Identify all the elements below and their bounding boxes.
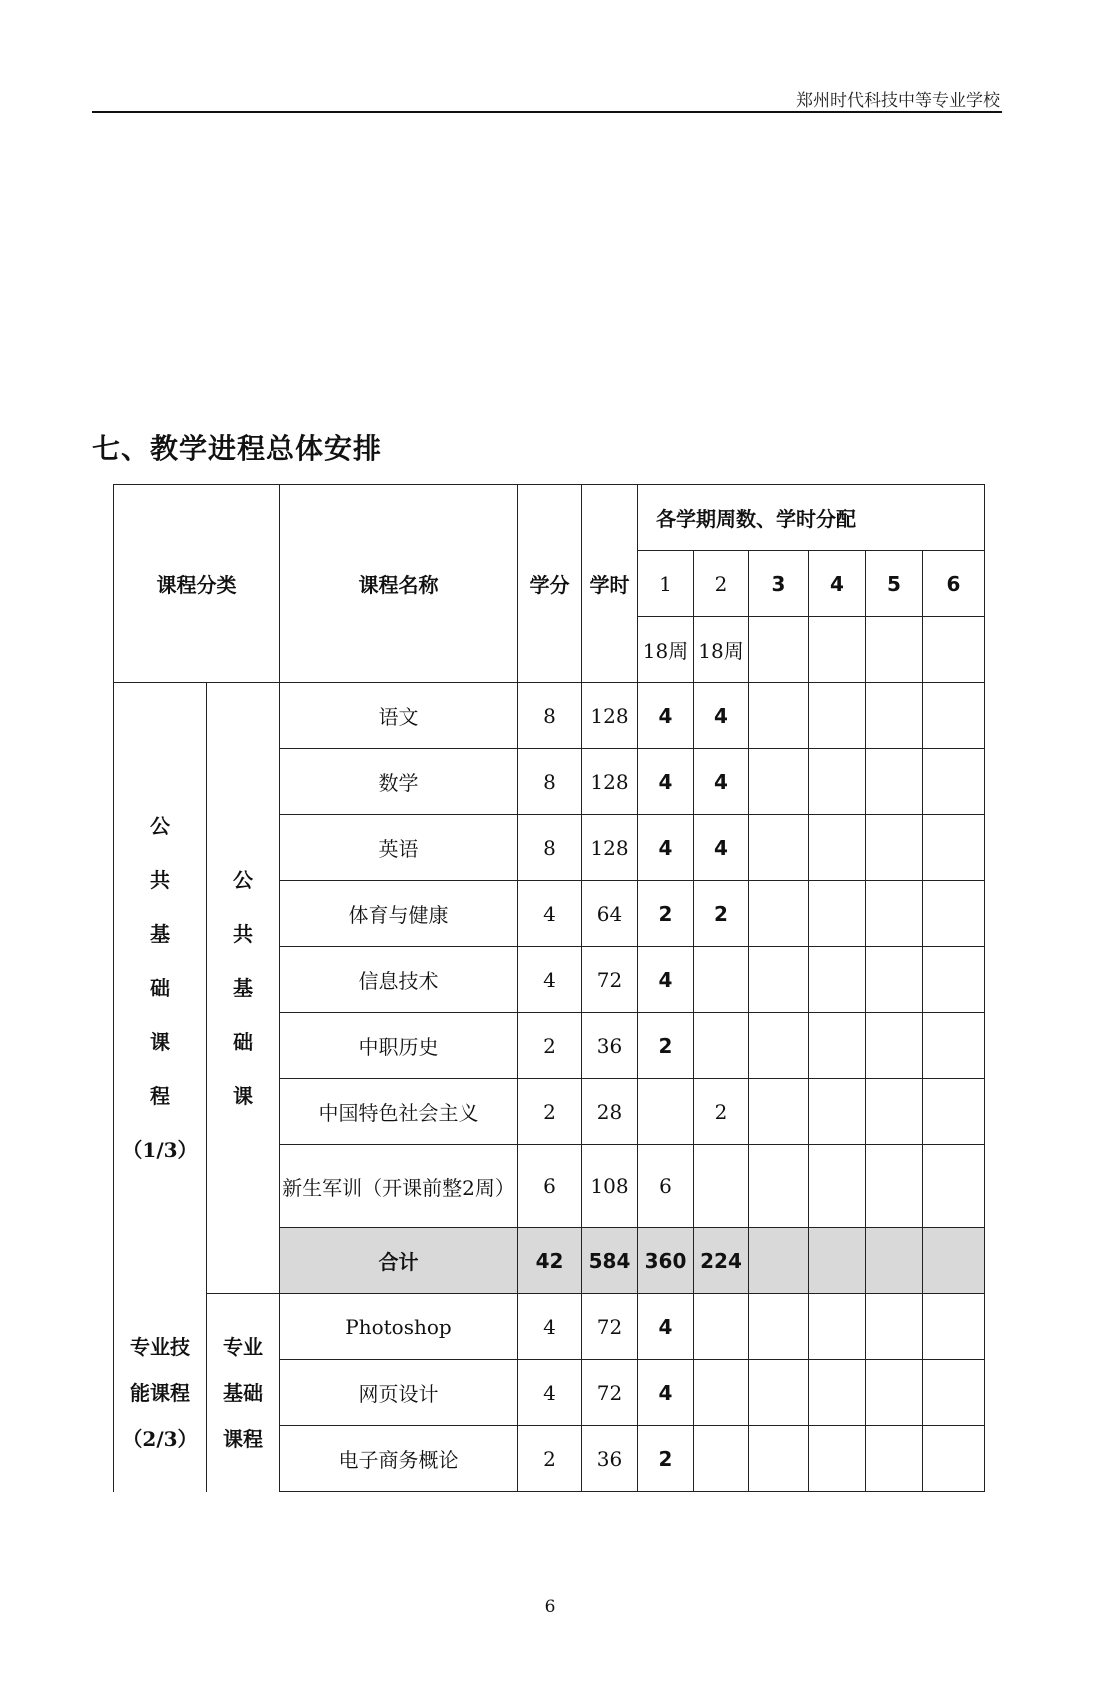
semester-2-hours: 4 xyxy=(694,815,749,881)
semester-4-hours xyxy=(809,947,866,1013)
course-name: 网页设计 xyxy=(280,1360,518,1426)
semester-5-hours xyxy=(866,1228,923,1294)
course-hours: 128 xyxy=(582,749,638,815)
semester-6-hours xyxy=(923,1145,985,1228)
semester-5-hours xyxy=(866,749,923,815)
course-credit: 8 xyxy=(518,815,582,881)
semester-4-hours xyxy=(809,1079,866,1145)
semester-4-hours xyxy=(809,749,866,815)
semester-1-hours: 4 xyxy=(638,1360,694,1426)
subcategory-line: 课程 xyxy=(223,1426,263,1451)
category-char: （1/3） xyxy=(122,1138,198,1163)
course-name: 语文 xyxy=(280,683,518,749)
semester-3-hours xyxy=(749,947,809,1013)
course-credit: 4 xyxy=(518,881,582,947)
semester-3-hours xyxy=(749,815,809,881)
semester-3-hours xyxy=(749,1426,809,1492)
semester-6-hours xyxy=(923,749,985,815)
category-char: 础 xyxy=(150,976,170,1001)
semester-1-hours: 2 xyxy=(638,881,694,947)
subcategory-char: 课 xyxy=(233,1084,253,1108)
subcategory-char: 公 xyxy=(233,868,253,892)
semester-6-hours xyxy=(923,1228,985,1294)
semester-3-hours xyxy=(749,1013,809,1079)
course-credit: 4 xyxy=(518,1294,582,1360)
semester-1-hours: 2 xyxy=(638,1013,694,1079)
semester-4-hours xyxy=(809,683,866,749)
semester-1-hours: 2 xyxy=(638,1426,694,1492)
semester-4-hours xyxy=(809,1013,866,1079)
subcategory-professional-basic xyxy=(207,1294,280,1492)
semester-2-hours xyxy=(694,1145,749,1228)
semester-1-hours: 4 xyxy=(638,749,694,815)
course-credit: 4 xyxy=(518,1360,582,1426)
subcategory-char: 础 xyxy=(233,1030,253,1054)
semester-1-hours: 6 xyxy=(638,1145,694,1228)
semester-1: 1 xyxy=(638,551,694,617)
course-credit: 42 xyxy=(518,1228,582,1294)
header-credit: 学分 xyxy=(518,485,582,683)
category-public-basic xyxy=(114,683,207,1294)
semester-6-hours xyxy=(923,881,985,947)
semester-1-hours: 360 xyxy=(638,1228,694,1294)
course-name: 英语 xyxy=(280,815,518,881)
category-line: 能课程 xyxy=(130,1380,190,1405)
semester-3-hours xyxy=(749,1360,809,1426)
course-name: 中职历史 xyxy=(280,1013,518,1079)
semester-1-hours: 4 xyxy=(638,815,694,881)
header-course-category: 课程分类 xyxy=(114,485,280,683)
category-char: 程 xyxy=(150,1084,170,1109)
semester-6-hours xyxy=(923,947,985,1013)
subcategory-char: 基 xyxy=(233,976,253,1000)
semester-weeks xyxy=(809,617,866,683)
subcategory-line: 基础 xyxy=(223,1380,263,1405)
semester-3-hours xyxy=(749,749,809,815)
semester-6: 6 xyxy=(923,551,985,617)
category-char: 公 xyxy=(150,814,170,839)
teaching-plan-table xyxy=(113,484,985,1492)
course-credit: 2 xyxy=(518,1426,582,1492)
course-hours: 72 xyxy=(582,947,638,1013)
semester-2-hours xyxy=(694,1426,749,1492)
semester-4-hours xyxy=(809,815,866,881)
semester-4-hours xyxy=(809,1426,866,1492)
category-char: 课 xyxy=(150,1030,170,1055)
semester-4-hours xyxy=(809,881,866,947)
semester-1-hours: 4 xyxy=(638,683,694,749)
semester-weeks: 18周 xyxy=(694,617,749,683)
semester-2-hours: 2 xyxy=(694,881,749,947)
section-title: 七、教学进程总体安排 xyxy=(92,432,383,465)
semester-5-hours xyxy=(866,683,923,749)
category-char: 共 xyxy=(150,868,170,893)
semester-6-hours xyxy=(923,1426,985,1492)
semester-2-hours: 224 xyxy=(694,1228,749,1294)
semester-4-hours xyxy=(809,1228,866,1294)
semester-3-hours xyxy=(749,1145,809,1228)
page-number: 6 xyxy=(544,1597,556,1617)
course-name: 合计 xyxy=(280,1228,518,1294)
semester-2-hours: 4 xyxy=(694,749,749,815)
semester-2-hours: 4 xyxy=(694,683,749,749)
semester-2-hours: 2 xyxy=(694,1079,749,1145)
category-char: 基 xyxy=(150,922,170,947)
semester-5-hours xyxy=(866,815,923,881)
course-hours: 36 xyxy=(582,1013,638,1079)
semester-3-hours xyxy=(749,1294,809,1360)
semester-weeks xyxy=(923,617,985,683)
course-credit: 8 xyxy=(518,749,582,815)
semester-6-hours xyxy=(923,683,985,749)
course-credit: 2 xyxy=(518,1079,582,1145)
semester-2-hours xyxy=(694,947,749,1013)
semester-weeks xyxy=(749,617,809,683)
semester-3-hours xyxy=(749,881,809,947)
header-course-name: 课程名称 xyxy=(280,485,518,683)
course-name: 新生军训（开课前整2周） xyxy=(280,1145,518,1228)
course-credit: 2 xyxy=(518,1013,582,1079)
semester-2: 2 xyxy=(694,551,749,617)
course-hours: 36 xyxy=(582,1426,638,1492)
semester-2-hours xyxy=(694,1360,749,1426)
course-name: 数学 xyxy=(280,749,518,815)
subcategory-char: 共 xyxy=(233,922,253,946)
semester-4: 4 xyxy=(809,551,866,617)
course-hours: 72 xyxy=(582,1360,638,1426)
semester-6-hours xyxy=(923,1360,985,1426)
course-hours: 72 xyxy=(582,1294,638,1360)
semester-4-hours xyxy=(809,1145,866,1228)
course-name: 电子商务概论 xyxy=(280,1426,518,1492)
semester-3: 3 xyxy=(749,551,809,617)
semester-4-hours xyxy=(809,1294,866,1360)
course-name: 中国特色社会主义 xyxy=(280,1079,518,1145)
category-line: 专业技 xyxy=(130,1334,190,1359)
semester-5-hours xyxy=(866,1079,923,1145)
semester-2-hours xyxy=(694,1013,749,1079)
course-hours: 128 xyxy=(582,683,638,749)
course-credit: 4 xyxy=(518,947,582,1013)
semester-5-hours xyxy=(866,947,923,1013)
course-name: Photoshop xyxy=(280,1294,518,1360)
semester-1-hours xyxy=(638,1079,694,1145)
semester-5-hours xyxy=(866,1013,923,1079)
subcategory-line: 专业 xyxy=(223,1334,263,1359)
semester-weeks: 18周 xyxy=(638,617,694,683)
semester-1-hours: 4 xyxy=(638,947,694,1013)
header-school-name: 郑州时代科技中等专业学校 xyxy=(796,91,1000,111)
semester-3-hours xyxy=(749,1079,809,1145)
course-name: 体育与健康 xyxy=(280,881,518,947)
semester-weeks xyxy=(866,617,923,683)
header-hours: 学时 xyxy=(582,485,638,683)
course-row xyxy=(114,1294,985,1360)
course-hours: 28 xyxy=(582,1079,638,1145)
semester-5-hours xyxy=(866,1294,923,1360)
semester-5: 5 xyxy=(866,551,923,617)
course-row xyxy=(114,683,985,749)
semester-6-hours xyxy=(923,1079,985,1145)
semester-1-hours: 4 xyxy=(638,1294,694,1360)
semester-4-hours xyxy=(809,1360,866,1426)
course-hours: 128 xyxy=(582,815,638,881)
semester-5-hours xyxy=(866,1360,923,1426)
semester-6-hours xyxy=(923,815,985,881)
header-semester-allocation: 各学期周数、学时分配 xyxy=(638,485,985,551)
semester-2-hours xyxy=(694,1294,749,1360)
category-professional xyxy=(114,1294,207,1492)
semester-5-hours xyxy=(866,1145,923,1228)
semester-5-hours xyxy=(866,1426,923,1492)
course-hours: 108 xyxy=(582,1145,638,1228)
header-divider xyxy=(92,111,1002,113)
course-credit: 6 xyxy=(518,1145,582,1228)
semester-6-hours xyxy=(923,1294,985,1360)
category-line: （2/3） xyxy=(122,1426,198,1451)
semester-3-hours xyxy=(749,1228,809,1294)
course-credit: 8 xyxy=(518,683,582,749)
course-hours: 64 xyxy=(582,881,638,947)
semester-5-hours xyxy=(866,881,923,947)
subcategory-public-basic xyxy=(207,683,280,1294)
semester-3-hours xyxy=(749,683,809,749)
course-hours: 584 xyxy=(582,1228,638,1294)
course-name: 信息技术 xyxy=(280,947,518,1013)
semester-6-hours xyxy=(923,1013,985,1079)
